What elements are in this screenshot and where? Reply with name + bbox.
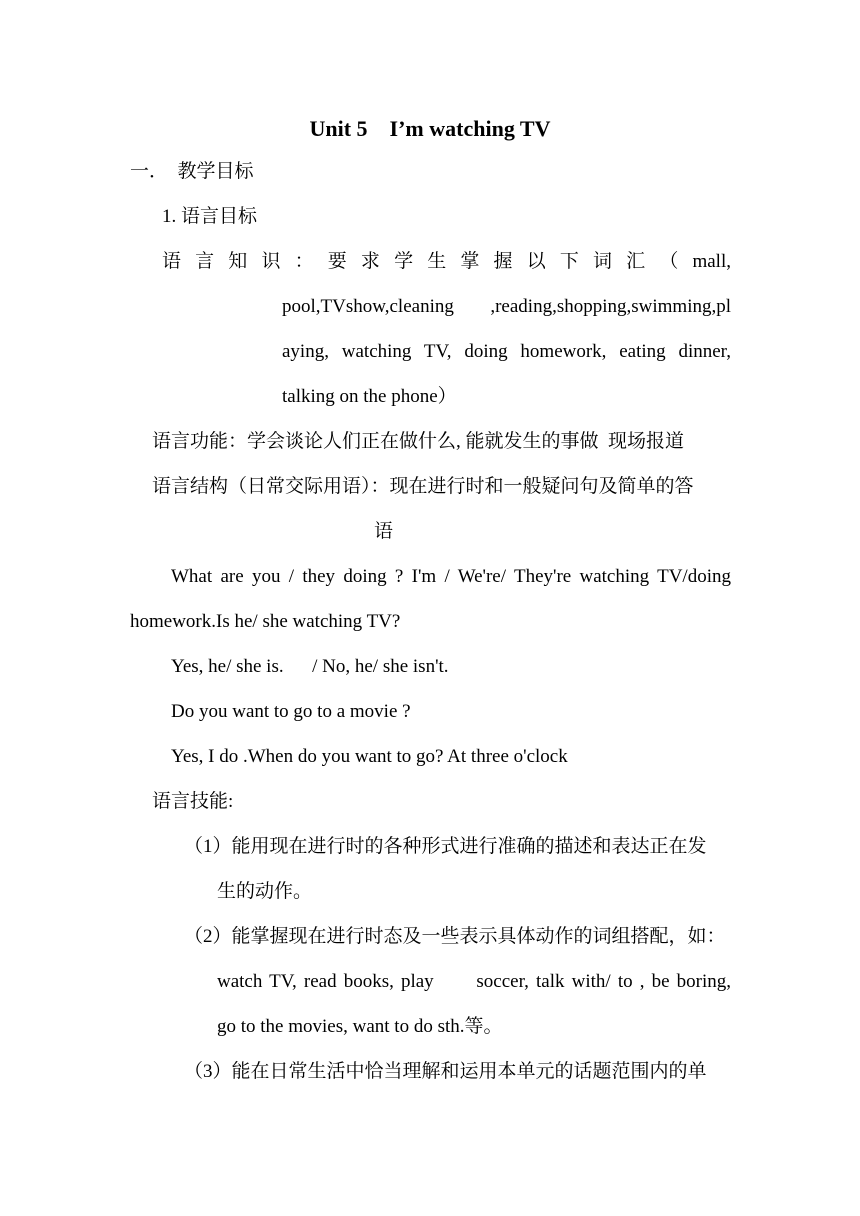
dialog-line-2: homework.Is he/ she watching TV?: [130, 611, 401, 632]
knowledge-line-2: pool,TVshow,cleaning ,reading,shopping,swimming,pl: [282, 296, 731, 317]
skill-2-line-2: watch TV, read books, play soccer, talk with/ to , be boring,: [217, 971, 731, 992]
skill-3-line-1: （3）能在日常生活中恰当理解和运用本单元的话题范围内的单: [184, 1061, 707, 1082]
structure-line-1: 语言结构（日常交际用语）：现在进行时和一般疑问句及简单的答: [152, 476, 694, 497]
knowledge-line-4: talking on the phone）: [282, 386, 457, 407]
subsection-heading: 1. 语言目标: [162, 206, 258, 227]
dialog-line-4: Do you want to go to a movie ?: [171, 701, 411, 722]
document-title: Unit 5 I’m watching TV: [309, 116, 551, 141]
dialog-line-1: What are you / they doing ? I'm / We're/ They're watching TV/doing: [171, 566, 731, 587]
skill-2-line-1: （2）能掌握现在进行时态及一些表示具体动作的词组搭配，如：: [184, 926, 726, 947]
knowledge-label: 语 言 知 识 ： 要 求 学 生 掌 握 以 下 词 汇 （ mall,: [162, 251, 731, 272]
dialog-line-5: Yes, I do .When do you want to go? At three o'clock: [171, 746, 568, 767]
section-heading: 一． 教学目标: [130, 161, 254, 182]
function-line: 语言功能：学会谈论人们正在做什么, 能就发生的事做 现场报道: [152, 431, 685, 452]
knowledge-line-3: aying, watching TV, doing homework, eating dinner,: [282, 341, 731, 362]
structure-line-2: 语: [374, 521, 394, 542]
dialog-line-3: Yes, he/ she is. / No, he/ she isn't.: [171, 656, 449, 677]
skill-1-line-1: （1）能用现在进行时的各种形式进行准确的描述和表达正在发: [184, 836, 707, 857]
skills-label: 语言技能:: [152, 791, 234, 812]
skill-1-line-2: 生的动作。: [217, 881, 313, 902]
skill-2-line-3: go to the movies, want to do sth.等。: [217, 1016, 503, 1037]
